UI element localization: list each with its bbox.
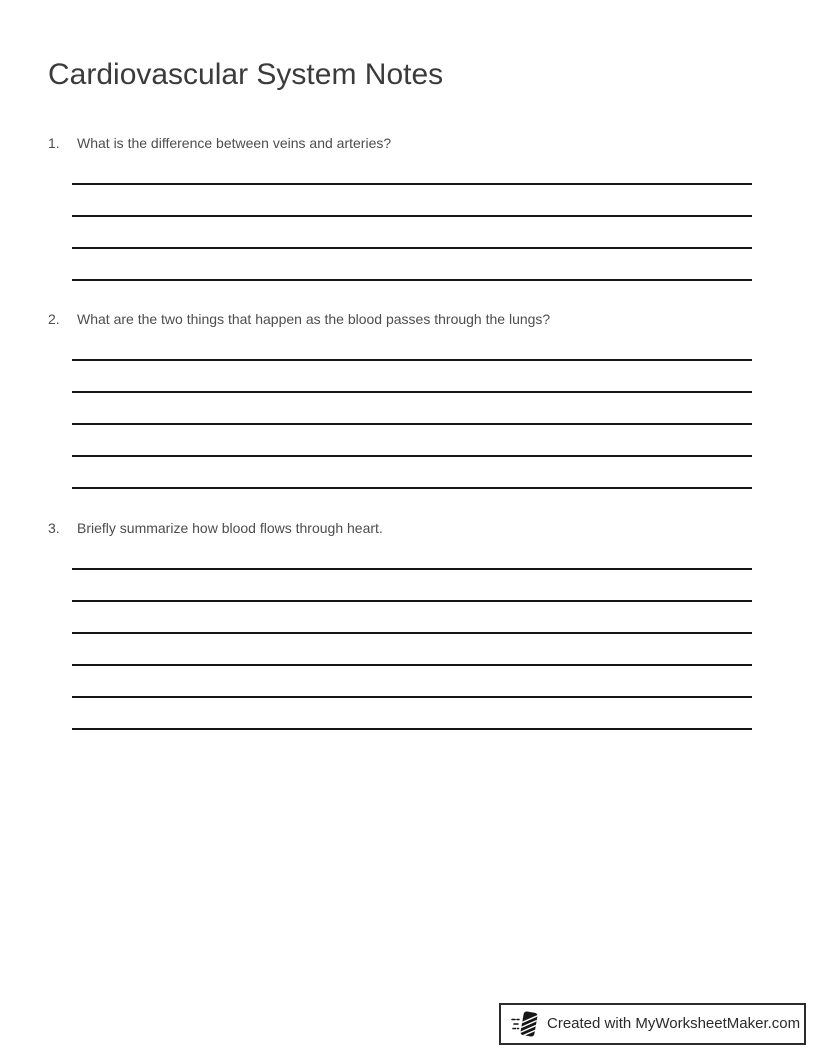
page-title: Cardiovascular System Notes [48,58,444,91]
question-row [48,133,752,153]
question-block [48,133,752,281]
answer-lines [72,153,752,281]
answer-line [72,393,752,425]
question-row [48,309,752,329]
answer-line [72,698,752,730]
answer-lines [72,538,752,730]
worksheet-maker-logo-icon [511,1009,538,1039]
answer-line [72,185,752,217]
question-number: 3. [48,520,60,536]
answer-line [72,425,752,457]
answer-line [72,457,752,489]
question-number: 2. [48,311,60,327]
answer-line [72,634,752,666]
answer-line [72,153,752,185]
answer-line [72,570,752,602]
footer-badge[interactable] [499,1003,806,1045]
question-text: What are the two things that happen as the blood passes through the lungs? [77,311,551,327]
question-text: Briefly summarize how blood flows through heart. [77,520,383,536]
answer-line [72,666,752,698]
question-text: What is the difference between veins and arteries? [77,135,392,151]
question-block [48,309,752,489]
answer-line [72,329,752,361]
answer-line [72,538,752,570]
answer-line [72,249,752,281]
answer-line [72,602,752,634]
question-row [48,518,752,538]
answer-lines [72,329,752,489]
question-number: 1. [48,135,60,151]
answer-line [72,361,752,393]
footer-badge-text: Created with MyWorksheetMaker.com [547,1015,801,1032]
question-block [48,518,752,730]
answer-line [72,217,752,249]
